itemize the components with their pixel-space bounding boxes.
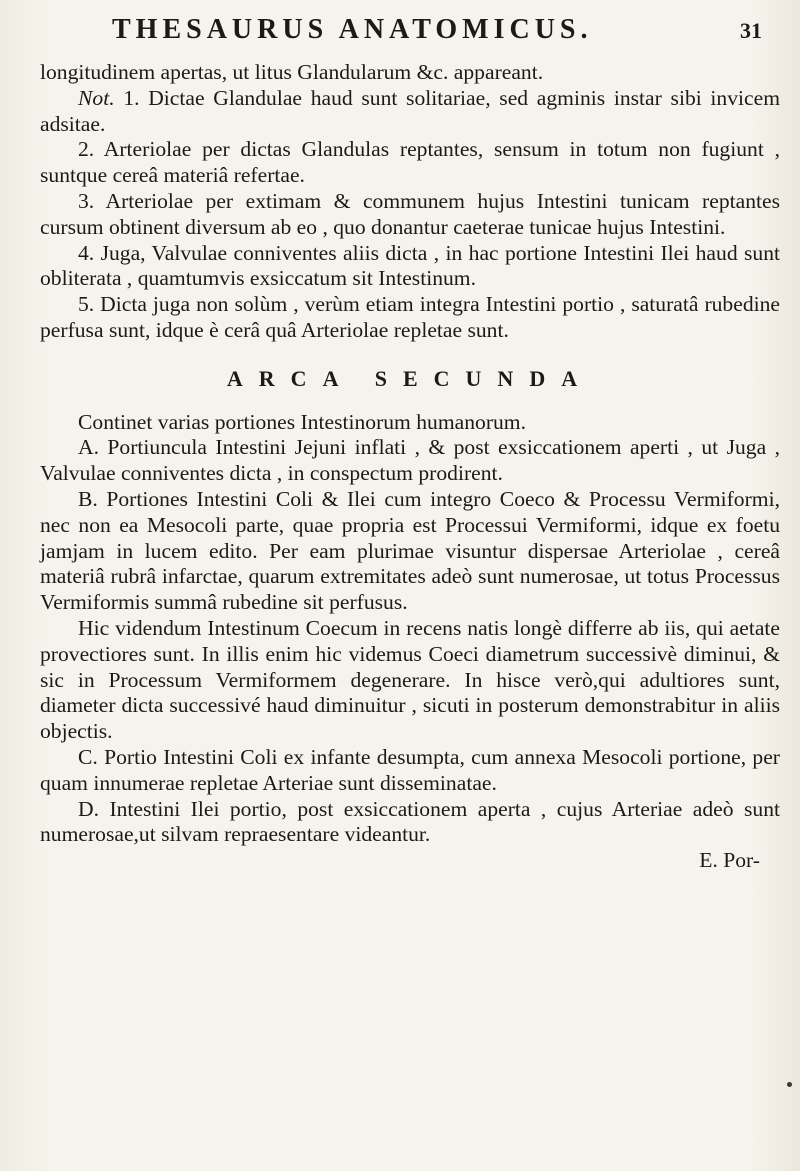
note-2: 2. Arteriolae per dictas Glandulas reptantes, sensum in totum non fugiunt , suntque cereâ materiâ refertae. bbox=[40, 137, 780, 188]
note-1-text: 1. Dictae Glandulae haud sunt solitariae, sed agminis instar sibi invicem adsitae. bbox=[40, 85, 780, 136]
item-d: D. Intestini Ilei portio, post exsiccationem aperta , cujus Arteriae adeò sunt numerosae,ut silvam repraesentare videantur. bbox=[40, 796, 780, 847]
note-label: Not. bbox=[78, 85, 115, 110]
item-b: B. Portiones Intestini Coli & Ilei cum integro Coeco & Processu Vermiformi, nec non ea Mesocoli parte, quae propria est Processui Vermiformi, idque ex foetu jamjam in lucem edito. Per eam plurimae visuntur dispersae Arteriolae , cereâ materiâ rubrâ infarctae, quarum extremitates adeò sunt numerosae, ut totus Processus Vermiformis summâ rubedine sit perfusus. bbox=[40, 486, 780, 615]
item-b-comment: Hic videndum Intestinum Coecum in recens natis longè differre ab iis, qui aetate provectiores sunt. In illis enim hic videmus Coeci diametrum successivè diminui, & sic in Processum Vermiformem degenerare. In hisce verò,qui adultiores sunt, diameter dicta successivé haud diminuitur , sicuti in posterum demonstrabitur in aliis objectis. bbox=[40, 615, 780, 744]
catchword: E. Por- bbox=[699, 848, 760, 873]
note-5: 5. Dicta juga non solùm , verùm etiam integra Intestini portio , saturatâ rubedine perfusa sunt, idque è cerâ quâ Arteriolae repletae sunt. bbox=[40, 292, 780, 342]
page-header bbox=[112, 14, 762, 54]
page-number: 31 bbox=[740, 18, 762, 43]
item-c: C. Portio Intestini Coli ex infante desumpta, cum annexa Mesocoli portione, per quam innumerae repletae Arteriae sunt disseminatae. bbox=[40, 744, 780, 795]
body-text bbox=[40, 60, 780, 874]
section-intro: Continet varias portiones Intestinorum humanorum. bbox=[78, 409, 526, 434]
note-3: 3. Arteriolae per extimam & communem hujus Intestini tunicam reptantes cursum obtinent diversum ab eo , quo donantur caeterae tunicae hujus Intestini. bbox=[40, 188, 780, 239]
ink-dot bbox=[787, 1082, 792, 1087]
item-a: A. Portiuncula Intestini Jejuni inflati , & post exsiccationem aperti , ut Juga , Valvulae conniventes dicta , in conspectum prodirent. bbox=[40, 435, 780, 486]
running-head: THESAURUS ANATOMICUS. bbox=[112, 14, 593, 45]
paragraph-continuation: longitudinem apertas, ut litus Glandularum &c. appareant. bbox=[40, 60, 544, 84]
note-4: 4. Juga, Valvulae conniventes aliis dicta , in hac portione Intestini Ilei haud sunt obliterata , quamtumvis exsiccatum sit Intestinum. bbox=[40, 240, 780, 291]
section-heading: ARCA SECUNDA bbox=[226, 365, 594, 391]
note-1 bbox=[40, 86, 780, 138]
